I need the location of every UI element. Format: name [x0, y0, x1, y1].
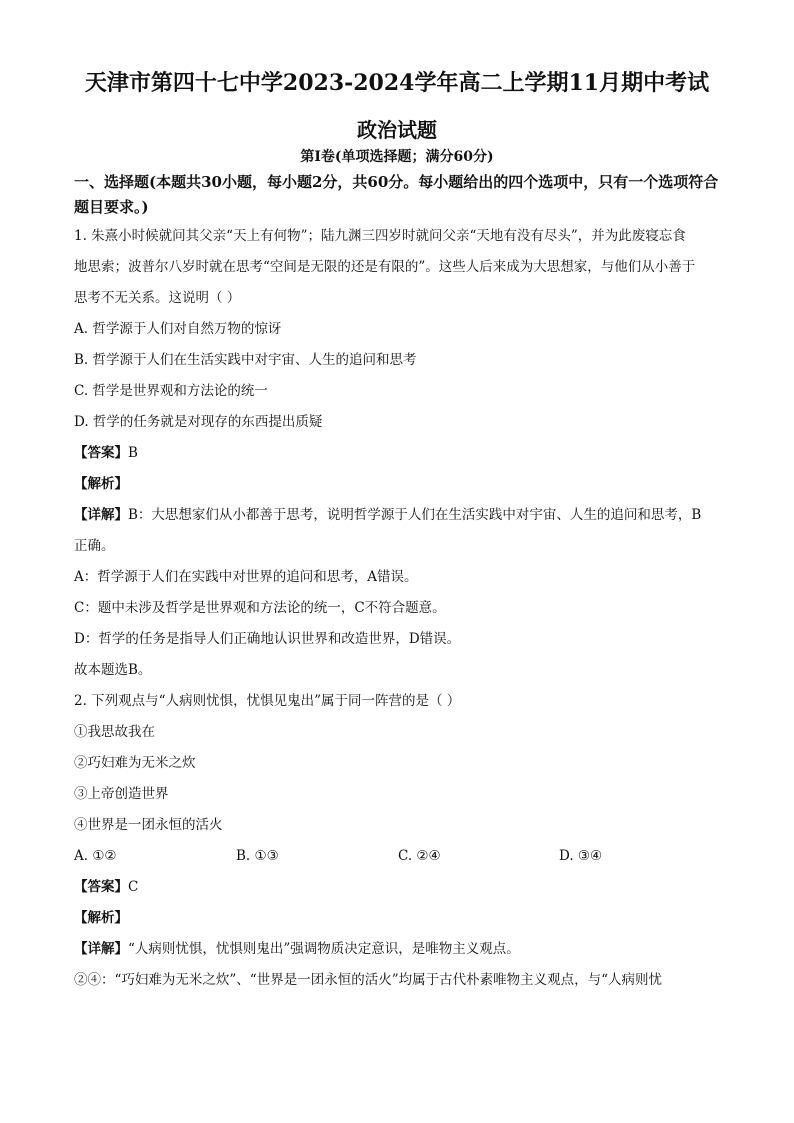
answer-label: 【答案】: [74, 445, 128, 461]
detail-text: A：哲学源于人们在实践中对世界的追问和思考，A错误。: [74, 569, 418, 585]
statement-2: ②巧妇难为无米之炊: [74, 755, 196, 771]
document-body: [74, 170, 724, 996]
option-b: B. ①③: [236, 848, 279, 864]
statement-3: ③上帝创造世界: [74, 786, 169, 802]
detail-text: B：大思想家们从小都善于思考，说明哲学源于人们在生活实践中对宇宙、人生的追问和思考，B: [128, 507, 702, 523]
question-2: [74, 686, 724, 996]
option-c: C. 哲学是世界观和方法论的统一: [74, 383, 268, 399]
question-stem: 2. 下列观点与“人病则忧惧，忧惧见鬼出”属于同一阵营的是（ ）: [74, 693, 461, 709]
answer-line: [74, 438, 724, 469]
option-d: D. ③④: [559, 848, 603, 864]
detail-line: [74, 934, 724, 965]
conclusion-text: 故本题选B。: [74, 662, 152, 678]
page-title: 天津市第四十七中学2023-2024学年高二上学期11月期中考试: [84, 70, 710, 96]
option-a: A. ①②: [74, 848, 117, 864]
statement-1: ①我思故我在: [74, 724, 155, 740]
option-b: B. 哲学源于人们在生活实践中对宇宙、人生的追问和思考: [74, 352, 417, 368]
answer-value: B: [128, 445, 138, 461]
detail-label: 【详解】: [74, 507, 128, 523]
page-subtitle: 政治试题: [357, 118, 437, 142]
statement-4: ④世界是一团永恒的活火: [74, 817, 223, 833]
detail-label: 【详解】: [74, 941, 128, 957]
detail-text: “人病则忧惧，忧惧则鬼出”强调物质决定意识，是唯物主义观点。: [128, 941, 520, 957]
question-stem: 1. 朱熹小时候就问其父亲“天上有何物”；陆九渊三四岁时就问父亲“天地有没有尽头”，并为此废寝忘食: [74, 228, 686, 244]
analysis-label: 【解析】: [74, 476, 128, 492]
detail-line: [74, 500, 724, 531]
option-a: A. 哲学源于人们对自然万物的惊讶: [74, 321, 282, 337]
question-stem: 地思索；波普尔八岁时就在思考“空间是无限的还是有限的”。这些人后来成为大思想家，与他们从小善于: [74, 259, 696, 275]
detail-text: ②④：“巧妇难为无米之炊”、“世界是一团永恒的活火”均属于古代朴素唯物主义观点，与“人病则忧: [74, 972, 663, 988]
part-heading: 第Ⅰ卷(单项选择题；满分60分): [300, 149, 494, 165]
question-stem: 思考不无关系。这说明（ ）: [74, 290, 241, 306]
option-d: D. 哲学的任务就是对现存的东西提出质疑: [74, 414, 323, 430]
answer-line: [74, 872, 724, 903]
analysis-line: [74, 903, 724, 934]
answer-value: C: [128, 879, 139, 895]
section-title: 一、选择题(本题共30小题，每小题2分，共60分。每小题给出的四个选项中，只有一个选项符合题目要求。): [74, 173, 719, 216]
question-1: [74, 221, 724, 686]
detail-text: C：题中未涉及哲学是世界观和方法论的统一，C不符合题意。: [74, 600, 446, 616]
detail-text: D：哲学的任务是指导人们正确地认识世界和改造世界，D错误。: [74, 631, 461, 647]
analysis-label: 【解析】: [74, 910, 128, 926]
answer-label: 【答案】: [74, 879, 128, 895]
detail-text: 正确。: [74, 538, 115, 554]
analysis-line: [74, 469, 724, 500]
options-row: [74, 841, 724, 872]
option-c: C. ②④: [398, 848, 441, 864]
